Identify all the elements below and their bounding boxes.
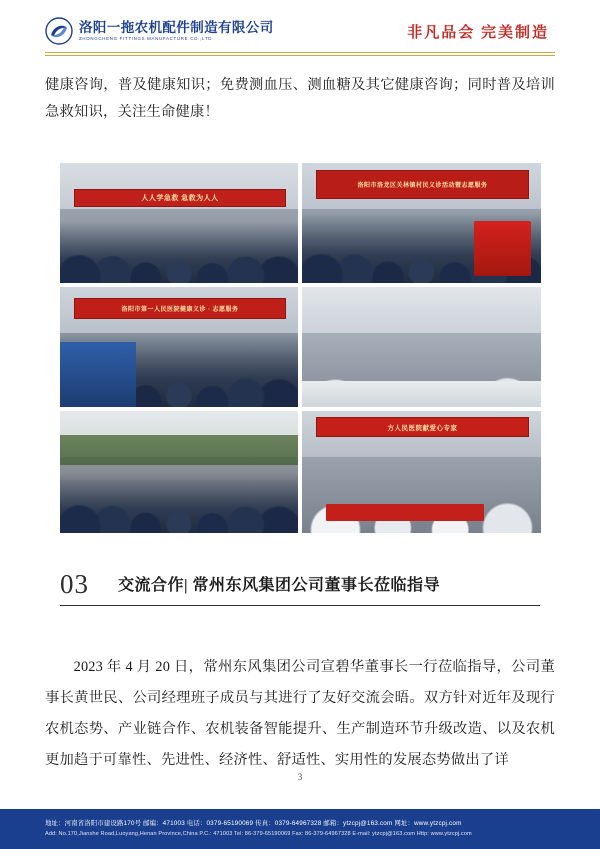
section-underline bbox=[60, 605, 540, 606]
gallery-row bbox=[60, 287, 541, 407]
photo-gallery bbox=[60, 163, 541, 537]
footer-contact-en: Add: No.170,Jianshe Road,Luoyang,Henan Province,China P.C.: 471003 Tel: 86-379-65190069 Fax: 86-379-64967328 E-mail: ytzcpj@163.com Http: www.ytzcpj.com bbox=[45, 831, 472, 837]
photo-blood-pressure-check bbox=[60, 287, 298, 407]
intro-paragraph: 健康咨询，普及健康知识；免费测血压、测血糖及其它健康咨询；同时普及培训急救知识，关注生命健康！ bbox=[45, 77, 555, 120]
photo-outdoor-assembly bbox=[60, 411, 298, 533]
photo-health-consult-desk bbox=[302, 163, 541, 283]
header-divider bbox=[45, 52, 555, 53]
page-number: 3 bbox=[297, 772, 303, 782]
company-logo bbox=[45, 17, 274, 45]
company-slogan: 非凡品会 完美制造 bbox=[407, 24, 549, 41]
company-name-block bbox=[79, 20, 274, 42]
gallery-row bbox=[60, 411, 541, 533]
company-name-en: ZHONGCHENG FITTINGS MANUFACTURE CO.,LTD bbox=[79, 35, 213, 42]
section-number: 03 bbox=[60, 569, 89, 599]
header-inner bbox=[45, 14, 555, 48]
footer-contact-cn: 地址：河南省洛阳市建设路170号 邮编：471003 电话：0379-65190069 传真：0379-64967328 邮箱：ytzcpj@163.com 网址：www.ytzcpj.com bbox=[45, 820, 462, 827]
photo-doctor-consult-table bbox=[302, 287, 541, 407]
swirl-logo-icon bbox=[45, 17, 73, 45]
article-paragraph: 2023 年 4 月 20 日，常州东风集团公司宣碧华董事长一行莅临指导，公司董事长黄世民、公司经理班子成员与其进行了友好交流会晤。双方针对近年及现行农机态势、产业链合作、农机装备智能提升、生产制造环节升级改造、以及农机更加趋于可靠性、先进性、经济性、舒适性、实用性的发展态势做出了详 bbox=[45, 659, 555, 768]
page-footer bbox=[0, 809, 600, 849]
photo-banner-text: 洛阳市第一人民医院健康义诊 · 志愿服务 bbox=[74, 298, 285, 319]
section-heading bbox=[60, 568, 540, 610]
photo-banner-text: 人人学急救 急救为人人 bbox=[74, 189, 285, 207]
photo-medical-team-group bbox=[302, 411, 541, 533]
header-divider-thin bbox=[45, 55, 555, 56]
page-header bbox=[0, 0, 600, 62]
section-title: 交流合作| 常州东风集团公司董事长莅临指导 bbox=[118, 577, 441, 594]
photo-first-aid-training bbox=[60, 163, 298, 283]
photo-banner-text: 方人民医院献爱心专家 bbox=[316, 417, 528, 437]
gallery-row bbox=[60, 163, 541, 283]
company-name-cn: 洛阳一拖农机配件制造有限公司 bbox=[79, 20, 274, 35]
photo-banner-text: 洛阳市洛龙区关林镇村民义诊活动暨志愿服务 bbox=[316, 170, 528, 198]
